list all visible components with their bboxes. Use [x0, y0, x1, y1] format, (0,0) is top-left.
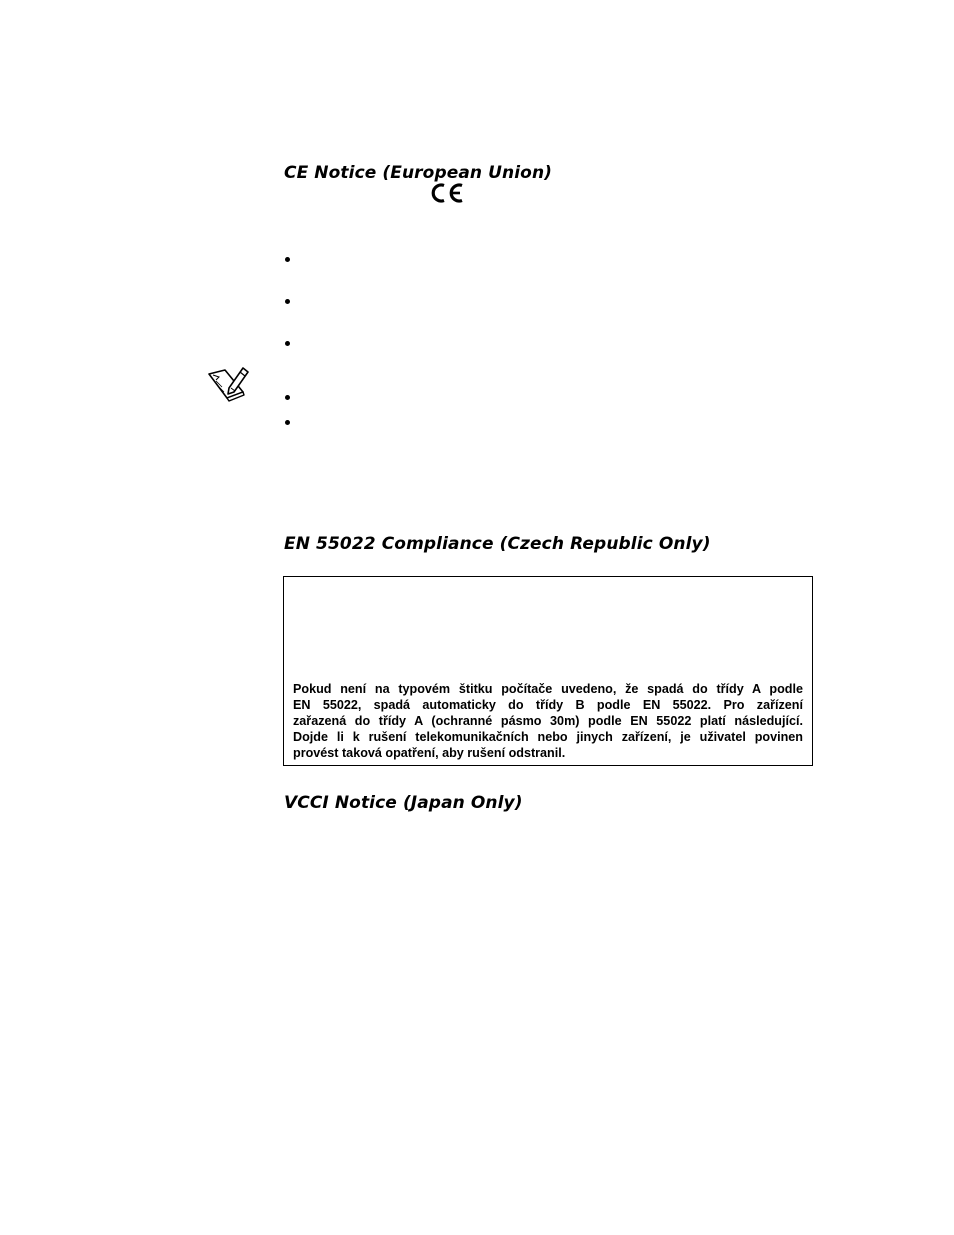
bullet-icon	[284, 394, 292, 402]
vcci-notice-heading: VCCI Notice (Japan Only)	[284, 793, 523, 813]
bullet-icon	[284, 419, 292, 427]
en55022-compliance-heading: EN 55022 Compliance (Czech Republic Only)	[284, 534, 711, 554]
czech-text-line: Dojde li k rušení telekomunikačních nebo jinych zařízení, je uživatel povinen	[293, 730, 803, 744]
czech-compliance-box	[283, 576, 813, 766]
czech-text-line: provést taková opatření, aby rušení odstranil.	[293, 746, 566, 760]
bullet-icon	[284, 340, 292, 348]
ce-notice-heading: CE Notice (European Union)	[284, 163, 553, 183]
ce-mark-icon	[430, 181, 466, 205]
czech-text-line: zařazená do třídy A (ochranné pásmo 30m) podle EN 55022 platí následující.	[293, 714, 803, 728]
czech-text-line: Pokud není na typovém štitku počítače uvedeno, že spadá do třídy A podle	[293, 682, 803, 696]
czech-compliance-text	[293, 681, 803, 761]
bullet-icon	[284, 298, 292, 306]
note-pencil-icon	[207, 366, 249, 404]
bullet-icon	[284, 256, 292, 264]
czech-text-line: EN 55022, spadá automaticky do třídy B podle EN 55022. Pro zařízení	[293, 698, 803, 712]
